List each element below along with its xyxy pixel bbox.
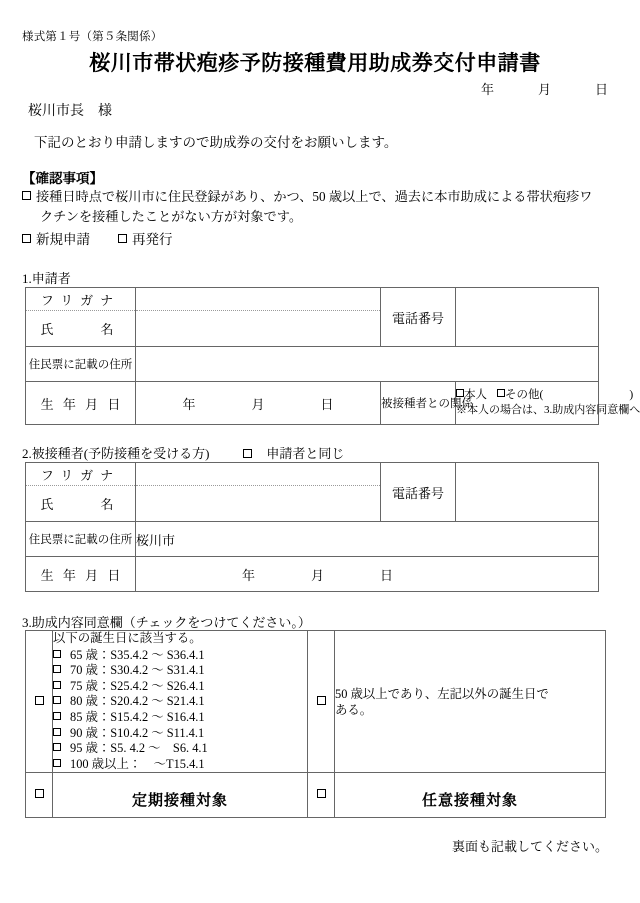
section-heading-consent: 3.助成内容同意欄（チェックをつけてください。） <box>22 615 311 630</box>
age-label: 85 歳： <box>70 709 111 724</box>
section-heading-applicant: 1.申請者 <box>22 271 71 286</box>
addressee: 桜川市長 様 <box>28 104 112 119</box>
table-row <box>26 557 599 592</box>
applicant-table <box>25 287 640 425</box>
age-label: 80 歳： <box>70 694 111 709</box>
table-row <box>26 773 606 818</box>
result-left-check-cell[interactable] <box>26 773 53 818</box>
label-relation-other: その他( <box>505 389 544 401</box>
vaccinee-birth-day-label: 日 <box>380 567 394 583</box>
page-title: 桜川市帯状疱疹予防接種費用助成券交付申請書 <box>89 51 541 75</box>
age-label: 95 歳： <box>70 741 111 756</box>
checkbox-age-100-plus[interactable] <box>53 759 61 767</box>
consent-right-note-line2: ある。 <box>335 702 373 717</box>
applicant-tel-field[interactable] <box>456 288 599 347</box>
applicant-birth-label: 生 年 月 日 <box>26 382 136 425</box>
age-range: S20.4.2 ～ S21.4.1 <box>110 694 205 709</box>
consent-age-list <box>53 631 308 773</box>
vaccinee-birth-label: 生 年 月 日 <box>26 557 136 592</box>
applicant-relation-label: 被接種者との関係 <box>381 382 456 425</box>
checkbox-age-95[interactable] <box>53 743 61 751</box>
table-row <box>26 631 606 773</box>
consent-age-list-intro: 以下の誕生日に該当する。 <box>53 631 202 645</box>
age-label: 90 歳： <box>70 725 111 740</box>
age-range: S30.4.2 ～ S31.4.1 <box>110 663 205 678</box>
list-item <box>53 648 307 664</box>
vaccinee-tel-label: 電話番号 <box>381 463 456 522</box>
result-routine-label: 定期接種対象 <box>131 793 228 810</box>
checkbox-relation-self[interactable] <box>456 389 464 397</box>
vaccinee-address-label: 住民票に記載の住所 <box>26 522 136 557</box>
form-number: 様式第１号（第５条関係） <box>22 31 163 43</box>
confirmation-item-eligibility-line2: クチンを接種したことがない方が対象です。 <box>40 209 303 224</box>
age-range: S25.4.2 ～ S26.4.1 <box>110 678 205 693</box>
label-reissue: 再発行 <box>132 232 173 247</box>
age-range: S35.4.2 ～ S36.4.1 <box>110 647 205 662</box>
consent-right-note <box>335 631 606 773</box>
result-right-check-cell[interactable] <box>308 773 335 818</box>
confirmation-item-eligibility-line1: 接種日時点で桜川市に住民登録があり、かつ、50 歳以上で、過去に本市助成による帯状疱疹ワ <box>36 189 593 204</box>
label-new-application: 新規申請 <box>36 232 90 247</box>
age-range: S5. 4.2 ～ S6. 4.1 <box>110 741 208 756</box>
vaccinee-name-label: 氏 名 <box>26 486 136 522</box>
applicant-birth-year-label: 年 <box>182 396 196 412</box>
applicant-name-field[interactable] <box>136 311 381 347</box>
vaccinee-furigana-label: フリガナ <box>26 463 136 486</box>
table-row <box>26 522 599 557</box>
checkbox-age-65[interactable] <box>53 650 61 658</box>
section-heading-vaccinee <box>22 443 344 462</box>
applicant-relation-field <box>456 382 640 425</box>
applicant-birth-field[interactable] <box>136 382 381 425</box>
age-label: 100 歳以上： <box>70 756 142 771</box>
list-item <box>53 757 307 773</box>
checkbox-consent-left[interactable] <box>35 696 44 705</box>
date-day-label: 日 <box>594 82 608 97</box>
checkbox-voluntary-vaccination[interactable] <box>317 789 326 798</box>
vaccinee-birth-month-label: 月 <box>311 567 325 583</box>
applicant-name-label: 氏 名 <box>26 311 136 347</box>
checkbox-eligibility[interactable] <box>22 191 31 200</box>
age-label: 75 歳： <box>70 678 111 693</box>
vaccinee-table <box>25 462 599 592</box>
confirmation-heading: 【確認事項】 <box>22 171 103 186</box>
result-routine-vaccination <box>53 773 308 818</box>
checkbox-same-as-applicant[interactable] <box>243 449 252 458</box>
vaccinee-address-field[interactable]: 桜川市 <box>136 522 599 557</box>
vaccinee-birth-year-label: 年 <box>242 567 256 583</box>
list-item <box>53 679 307 695</box>
consent-right-note-line1: 50 歳以上であり、左記以外の誕生日で <box>335 686 549 701</box>
list-item <box>53 710 307 726</box>
vaccinee-name-field[interactable] <box>136 486 381 522</box>
applicant-furigana-field[interactable] <box>136 288 381 311</box>
intro-text: 下記のとおり申請しますので助成券の交付をお願いします。 <box>34 135 398 150</box>
age-range: S15.4.2 ～ S16.4.1 <box>110 709 205 724</box>
checkbox-age-90[interactable] <box>53 728 61 736</box>
result-voluntary-vaccination <box>335 773 606 818</box>
vaccinee-birth-field[interactable] <box>136 557 599 592</box>
table-row <box>26 463 599 486</box>
table-row <box>26 347 599 382</box>
table-row <box>26 288 599 311</box>
label-same-as-applicant: 申請者と同じ <box>266 446 345 461</box>
list-item <box>53 726 307 742</box>
checkbox-new-application[interactable] <box>22 234 31 243</box>
consent-right-check-cell[interactable] <box>308 631 335 773</box>
applicant-address-field[interactable] <box>136 347 599 382</box>
date-year-label: 年 <box>480 82 494 97</box>
checkbox-routine-vaccination[interactable] <box>35 789 44 798</box>
footer-note: 裏面も記載してください。 <box>451 839 608 854</box>
applicant-birth-month-label: 月 <box>251 396 265 412</box>
checkbox-consent-right[interactable] <box>317 696 326 705</box>
consent-left-check-cell[interactable] <box>26 631 53 773</box>
relation-note: ※本人の場合は、3.助成内容同意欄へ <box>456 404 640 416</box>
confirmation-application-type <box>22 228 173 248</box>
label-relation-self: 本人 <box>464 389 487 401</box>
applicant-birth-day-label: 日 <box>320 396 334 412</box>
submission-date-line <box>481 79 608 98</box>
checkbox-relation-other[interactable] <box>497 389 505 397</box>
consent-table <box>25 630 606 818</box>
list-item <box>53 741 307 757</box>
checkbox-age-80[interactable] <box>53 696 61 704</box>
list-item <box>53 663 307 679</box>
checkbox-age-75[interactable] <box>53 681 61 689</box>
confirmation-item-eligibility <box>22 187 614 227</box>
checkbox-age-70[interactable] <box>53 665 61 673</box>
age-label: 70 歳： <box>70 663 111 678</box>
date-month-label: 月 <box>537 82 551 97</box>
applicant-address-label: 住民票に記載の住所 <box>26 347 136 382</box>
label-relation-other-close: ) <box>629 389 634 401</box>
checkbox-reissue[interactable] <box>118 234 127 243</box>
list-item <box>53 694 307 710</box>
age-range: S10.4.2 ～ S11.4.1 <box>110 725 205 740</box>
applicant-tel-label: 電話番号 <box>381 288 456 347</box>
section-heading-vaccinee-label: 2.被接種者(予防接種を受ける方) <box>22 446 210 461</box>
applicant-furigana-label: フリガナ <box>26 288 136 311</box>
checkbox-age-85[interactable] <box>53 712 61 720</box>
table-row <box>26 382 599 425</box>
vaccinee-furigana-field[interactable] <box>136 463 381 486</box>
age-label: 65 歳： <box>70 647 111 662</box>
vaccinee-tel-field[interactable] <box>456 463 599 522</box>
result-voluntary-label: 任意接種対象 <box>421 793 518 810</box>
age-range: ～T15.4.1 <box>141 756 205 771</box>
